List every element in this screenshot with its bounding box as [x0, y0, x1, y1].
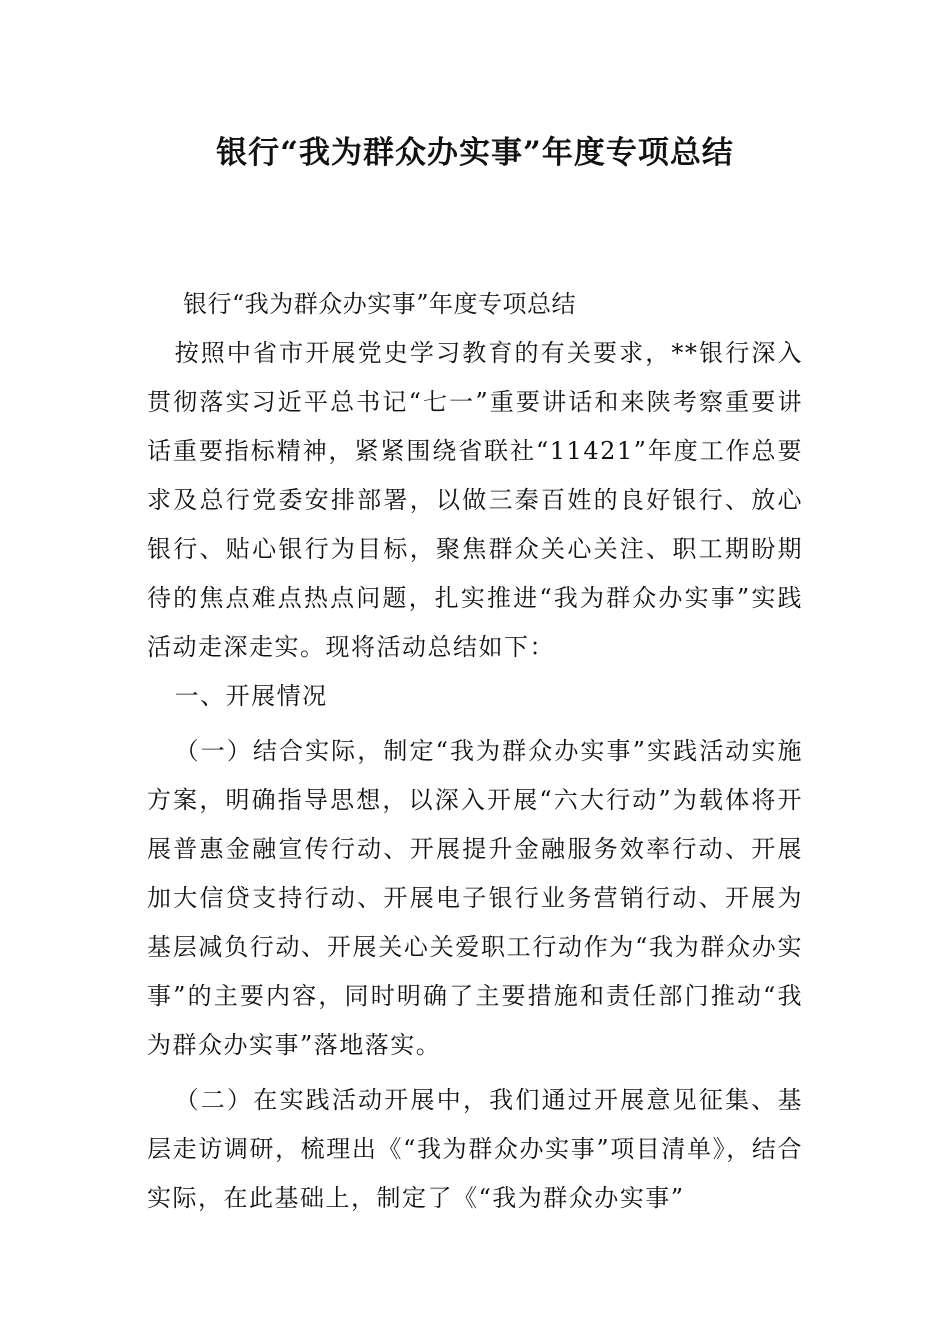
paragraph-item-2: （二）在实践活动开展中，我们通过开展意见征集、基层走访调研，梳理出《“我为群众办实事”项目清单》，结合实际，在此基础上，制定了《“我为群众办实事”: [147, 1086, 803, 1212]
section-heading: 一、开展情况: [174, 682, 328, 710]
document-title: 银行“我为群众办实事”年度专项总结: [216, 135, 734, 171]
document-body: [147, 280, 803, 1223]
paragraph-item-1: （一）结合实际，制定“我为群众办实事”实践活动实施方案，明确指导思想，以深入开展“六大行动”为载体将开展普惠金融宣传行动、开展提升金融服务效率行动、开展加大信贷支持行动、开展电子银行业务营销行动、开展为基层减负行动、开展关心关爱职工行动作为“我为群众办实事”的主要内容，同时明确了主要措施和责任部门推动“我为群众办实事”落地落实。: [147, 737, 803, 1059]
document-subtitle: 银行“我为群众办实事”年度专项总结: [183, 290, 577, 318]
intro-paragraph: 按照中省市开展党史学习教育的有关要求，**银行深入贯彻落实习近平总书记“七一”重要讲话和来陕考察重要讲话重要指标精神，紧紧围绕省联社“11421”年度工作总要求及总行党委安排部署，以做三秦百姓的良好银行、放心银行、贴心银行为目标，聚焦群众关心关注、职工期盼期待的焦点难点热点问题，扎实推进“我为群众办实事”实践活动走深走实。现将活动总结如下：: [147, 339, 803, 661]
